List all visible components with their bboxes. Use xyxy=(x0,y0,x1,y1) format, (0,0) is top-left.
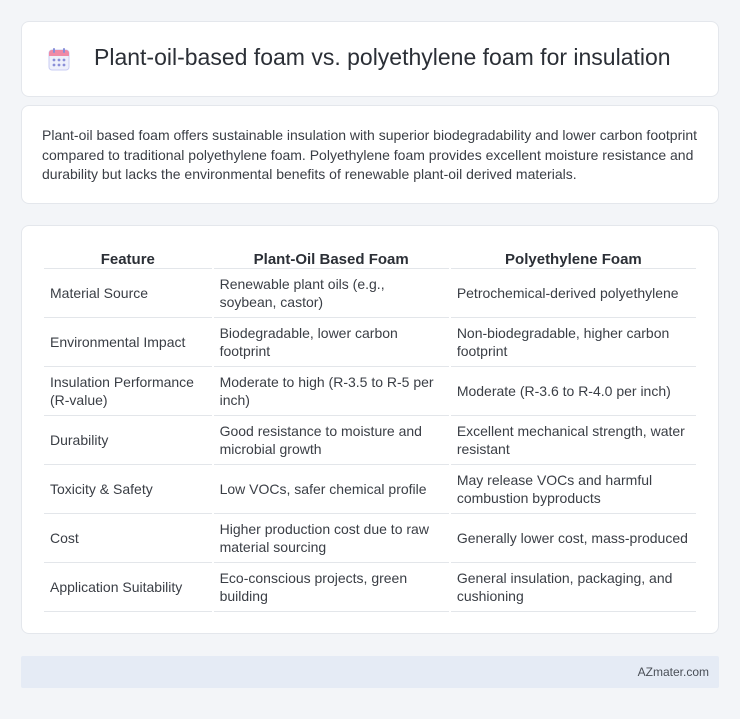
footer-bar xyxy=(21,656,719,688)
table-row xyxy=(44,269,696,318)
cell-polyethylene: Excellent mechanical strength, water resistant xyxy=(451,416,696,465)
title-card xyxy=(21,21,719,97)
header-plant-oil-foam: Plant-Oil Based Foam xyxy=(214,246,449,269)
calendar-grid-icon xyxy=(48,47,70,71)
footer-site-label: AZmater.com xyxy=(637,665,709,679)
table-row xyxy=(44,318,696,367)
cell-plant-oil: Higher production cost due to raw material sourcing xyxy=(214,514,449,563)
cell-feature: Application Suitability xyxy=(44,563,212,612)
cell-feature: Cost xyxy=(44,514,212,563)
header-polyethylene-foam: Polyethylene Foam xyxy=(451,246,696,269)
cell-feature: Toxicity & Safety xyxy=(44,465,212,514)
summary-card xyxy=(21,105,719,204)
cell-plant-oil: Low VOCs, safer chemical profile xyxy=(214,465,449,514)
cell-polyethylene: Petrochemical-derived polyethylene xyxy=(451,269,696,318)
cell-polyethylene: General insulation, packaging, and cushioning xyxy=(451,563,696,612)
table-row xyxy=(44,416,696,465)
table-header-row xyxy=(44,246,696,269)
table-row xyxy=(44,465,696,514)
cell-feature: Material Source xyxy=(44,269,212,318)
cell-plant-oil: Moderate to high (R-3.5 to R-5 per inch) xyxy=(214,367,449,416)
cell-feature: Insulation Performance (R-value) xyxy=(44,367,212,416)
summary-text: Plant-oil based foam offers sustainable insulation with superior biodegradability and lower carbon footprint compared to traditional polyethylene foam. Polyethylene foam provides excellent moisture resistance and durability but lacks the environmental benefits of renewable plant-oil derived materials. xyxy=(42,127,698,182)
cell-plant-oil: Renewable plant oils (e.g., soybean, castor) xyxy=(214,269,449,318)
table-row xyxy=(44,367,696,416)
cell-feature: Environmental Impact xyxy=(44,318,212,367)
comparison-table xyxy=(42,246,698,612)
page-title: Plant-oil-based foam vs. polyethylene foam for insulation xyxy=(94,44,671,70)
cell-feature: Durability xyxy=(44,416,212,465)
table-row xyxy=(44,514,696,563)
cell-plant-oil: Biodegradable, lower carbon footprint xyxy=(214,318,449,367)
header-feature: Feature xyxy=(44,246,212,269)
cell-polyethylene: Moderate (R-3.6 to R-4.0 per inch) xyxy=(451,367,696,416)
cell-plant-oil: Eco-conscious projects, green building xyxy=(214,563,449,612)
cell-plant-oil: Good resistance to moisture and microbial growth xyxy=(214,416,449,465)
cell-polyethylene: May release VOCs and harmful combustion byproducts xyxy=(451,465,696,514)
comparison-table-card xyxy=(21,225,719,634)
cell-polyethylene: Non-biodegradable, higher carbon footprint xyxy=(451,318,696,367)
cell-polyethylene: Generally lower cost, mass-produced xyxy=(451,514,696,563)
table-row xyxy=(44,563,696,612)
